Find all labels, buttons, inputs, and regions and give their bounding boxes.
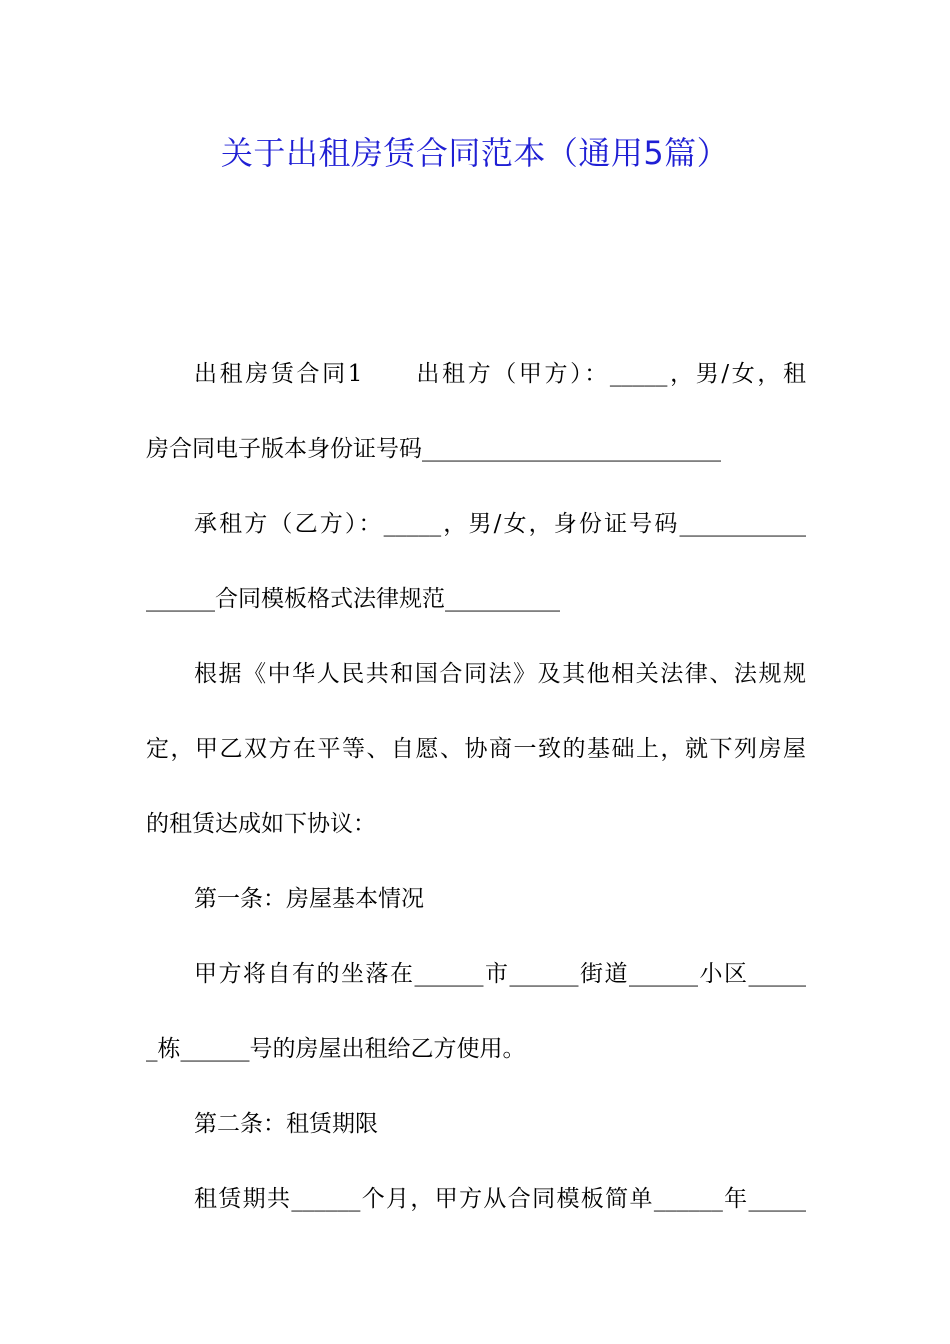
text-line: 租赁期共______个月，甲方从合同模板简单______年_____ (194, 1186, 806, 1212)
text-line: 的租赁达成如下协议： (146, 811, 376, 837)
text-line: 房合同电子版本身份证号码__________________________ (146, 436, 721, 462)
text-line: ______合同模板格式法律规范__________ (146, 586, 560, 612)
document-body (146, 337, 806, 1237)
text-line: 根据《中华人民共和国合同法》及其他相关法律、法规规 (194, 661, 806, 687)
text-line: 甲方将自有的坐落在______市______街道______小区_____ (194, 961, 806, 987)
text-line: _栋______号的房屋出租给乙方使用。 (146, 1036, 526, 1062)
document-title: 关于出租房赁合同范本（通用5篇） (220, 134, 730, 172)
section-heading: 第二条：租赁期限 (194, 1111, 378, 1137)
section-heading: 第一条：房屋基本情况 (194, 886, 424, 912)
text-line: 出租房赁合同1 出租方（甲方）：_____，男/女，租 (194, 361, 806, 387)
text-line: 承租方（乙方）：_____，男/女，身份证号码___________ (194, 511, 806, 537)
text-line: 定，甲乙双方在平等、自愿、协商一致的基础上，就下列房屋 (146, 736, 806, 762)
